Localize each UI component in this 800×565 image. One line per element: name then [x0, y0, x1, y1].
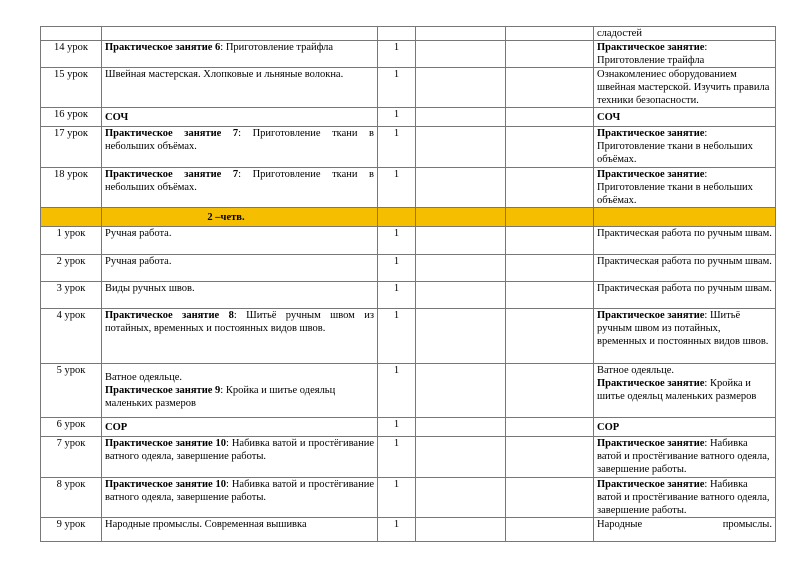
note-cell: Практическая работа по ручным швам. — [594, 282, 776, 309]
topic-cell: Практическое занятие 7: Приготовление ткани в небольших объёмах. — [102, 127, 378, 168]
quarter-title: 2 –четв. — [102, 208, 378, 227]
note-cell: Практическое занятие: Приготовление ткани в небольших объёмах. — [594, 127, 776, 168]
topic-cell: СОЧ — [102, 108, 378, 127]
lesson-number: 4 урок — [41, 309, 102, 364]
topic-cell: Практическое занятие 8: Шитьё ручным швом из потайных, временных и постоянных видов швов. — [102, 309, 378, 364]
hours-cell: 1 — [378, 282, 416, 309]
table-row — [41, 255, 776, 282]
lesson-number: 9 урок — [41, 518, 102, 542]
table-row — [41, 27, 776, 41]
lesson-plan-table — [40, 26, 776, 542]
topic-cell: Практическое занятие 10: Набивка ватой и простёгивание ватного одеяла, завершение работы. — [102, 437, 378, 478]
topic-cell: Швейная мастерская. Хлопковые и льняные волокна. — [102, 68, 378, 108]
note-cell: Практическая работа по ручным швам. — [594, 227, 776, 255]
note-cell: сладостей — [594, 27, 776, 41]
topic-cell: Практическое занятие 7: Приготовление ткани в небольших объёмах. — [102, 168, 378, 208]
note-cell: Практическое занятие: Приготовление трайфла — [594, 41, 776, 68]
table-row — [41, 108, 776, 127]
quarter-header-row — [41, 208, 776, 227]
hours-cell: 1 — [378, 227, 416, 255]
hours-cell: 1 — [378, 478, 416, 518]
lesson-number: 16 урок — [41, 108, 102, 127]
topic-cell: Ручная работа. — [102, 255, 378, 282]
hours-cell: 1 — [378, 108, 416, 127]
note-cell: Народные промыслы. — [594, 518, 776, 542]
hours-cell: 1 — [378, 68, 416, 108]
note-cell: Ватное одеяльце. Практическое занятие: Кройка и шитье одеяльц маленьких размеров — [594, 364, 776, 418]
topic-cell: Ватное одеяльце. Практическое занятие 9: Кройка и шитье одеяльц маленьких размеров — [102, 364, 378, 418]
topic-cell: Виды ручных швов. — [102, 282, 378, 309]
table-row — [41, 127, 776, 168]
note-cell: Практическое занятие: Шитьё ручным швом из потайных, временных и постоянных видов швов. — [594, 309, 776, 364]
hours-cell: 1 — [378, 364, 416, 418]
topic-cell: Народные промыслы. Современная вышивка — [102, 518, 378, 542]
lesson-number: 8 урок — [41, 478, 102, 518]
lesson-number: 14 урок — [41, 41, 102, 68]
hours-cell: 1 — [378, 437, 416, 478]
table-row — [41, 227, 776, 255]
table-row — [41, 518, 776, 542]
note-cell: Практическое занятие: Приготовление ткани в небольших объёмах. — [594, 168, 776, 208]
lesson-number: 1 урок — [41, 227, 102, 255]
note-cell: СОР — [594, 418, 776, 437]
note-cell: СОЧ — [594, 108, 776, 127]
lesson-number: 3 урок — [41, 282, 102, 309]
hours-cell: 1 — [378, 127, 416, 168]
table-row — [41, 168, 776, 208]
table-row — [41, 418, 776, 437]
lesson-number: 5 урок — [41, 364, 102, 418]
table-row — [41, 309, 776, 364]
lesson-number: 2 урок — [41, 255, 102, 282]
lesson-number: 17 урок — [41, 127, 102, 168]
table-row — [41, 364, 776, 418]
lesson-number: 18 урок — [41, 168, 102, 208]
hours-cell: 1 — [378, 518, 416, 542]
hours-cell: 1 — [378, 168, 416, 208]
topic-cell: Практическое занятие 10: Набивка ватой и простёгивание ватного одеяла, завершение работы. — [102, 478, 378, 518]
lesson-number: 7 урок — [41, 437, 102, 478]
hours-cell: 1 — [378, 255, 416, 282]
note-cell: Ознакомлениес оборудованием швейная мастерской. Изучить правила техники безопасности. — [594, 68, 776, 108]
topic-cell: Ручная работа. — [102, 227, 378, 255]
table-row — [41, 478, 776, 518]
table-row — [41, 41, 776, 68]
table-row — [41, 68, 776, 108]
lesson-number: 15 урок — [41, 68, 102, 108]
note-cell: Практическая работа по ручным швам. — [594, 255, 776, 282]
hours-cell: 1 — [378, 418, 416, 437]
table-row — [41, 282, 776, 309]
lesson-number: 6 урок — [41, 418, 102, 437]
topic-cell: Практическое занятие 6: Приготовление трайфла — [102, 41, 378, 68]
hours-cell: 1 — [378, 309, 416, 364]
topic-cell: СОР — [102, 418, 378, 437]
hours-cell: 1 — [378, 41, 416, 68]
note-cell: Практическое занятие: Набивка ватой и простёгивание ватного одеяла, завершение работы. — [594, 437, 776, 478]
table-row — [41, 437, 776, 478]
note-cell: Практическое занятие: Набивка ватой и простёгивание ватного одеяла, завершение работы. — [594, 478, 776, 518]
